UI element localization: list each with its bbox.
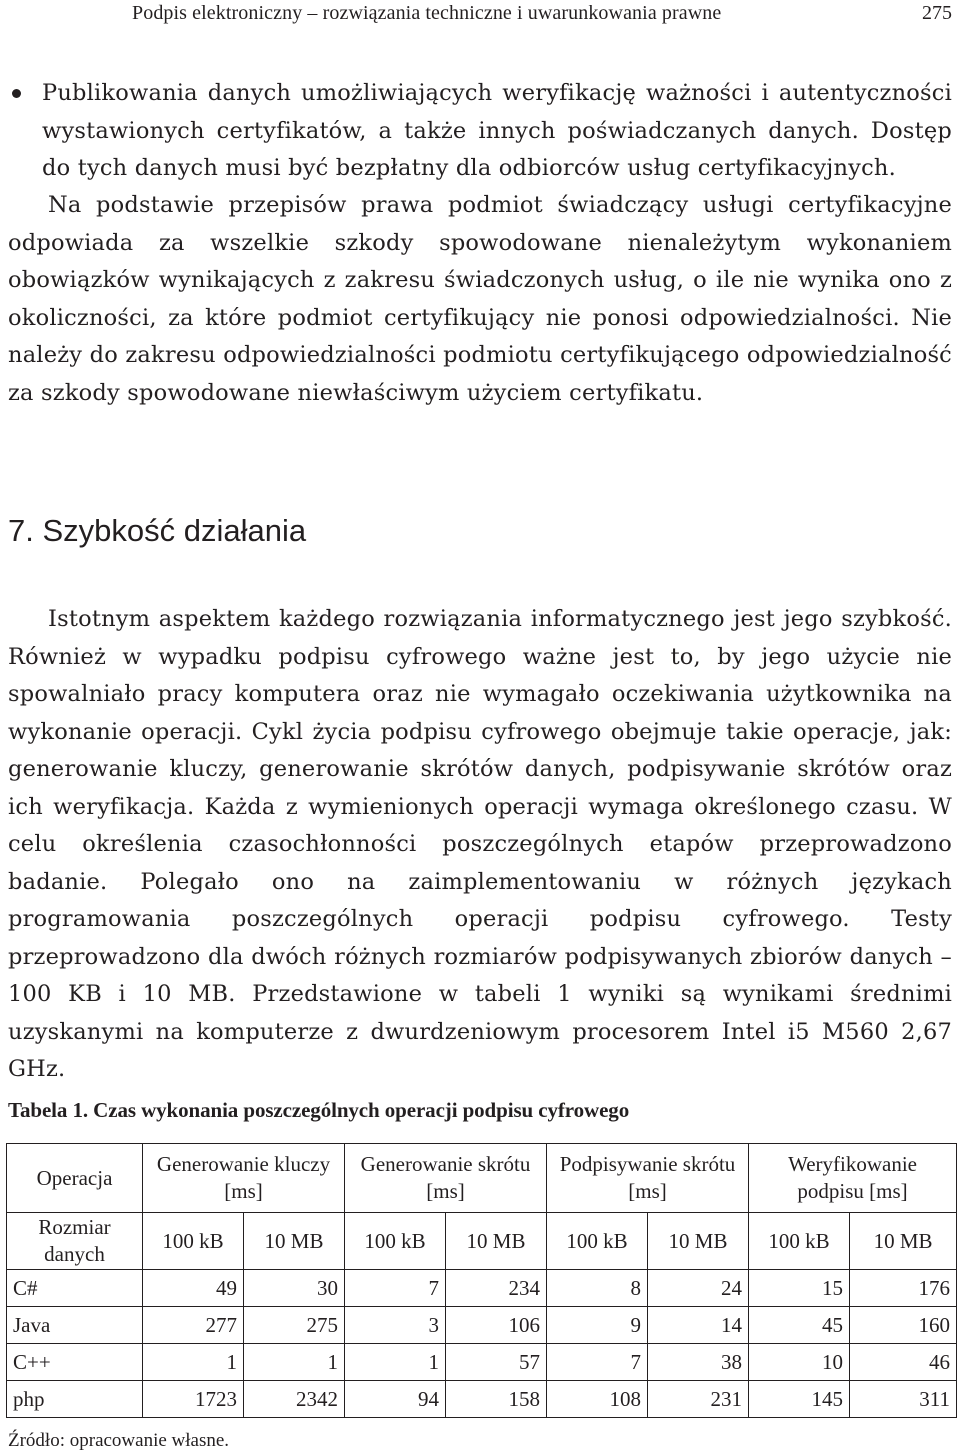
table-cell: 10 — [749, 1344, 850, 1381]
column-header-hash-generation: Generowanie skrótu [ms] — [345, 1144, 547, 1213]
table-cell: 106 — [446, 1307, 547, 1344]
size-label: 10 MB — [648, 1213, 749, 1270]
table-cell: 275 — [244, 1307, 345, 1344]
table-cell: 2342 — [244, 1381, 345, 1418]
table-cell: 45 — [749, 1307, 850, 1344]
section-heading: 7. Szybkość działania — [8, 513, 307, 548]
running-title: Podpis elektroniczny – rozwiązania techniczne i uwarunkowania prawne — [132, 2, 722, 24]
table-cell: 14 — [648, 1307, 749, 1344]
size-label: 100 kB — [547, 1213, 648, 1270]
table-cell: 3 — [345, 1307, 446, 1344]
table-caption: Tabela 1. Czas wykonania poszczególnych operacji podpisu cyfrowego — [8, 1098, 630, 1122]
bullet-list — [8, 75, 952, 188]
table-cell: 158 — [446, 1381, 547, 1418]
page-header — [0, 0, 960, 28]
table-cell: 231 — [648, 1381, 749, 1418]
table-cell: 1723 — [143, 1381, 244, 1418]
row-label: C++ — [7, 1344, 143, 1381]
size-label: 100 kB — [749, 1213, 850, 1270]
size-label: 100 kB — [345, 1213, 446, 1270]
table-cell: 15 — [749, 1270, 850, 1307]
bullet-icon — [12, 89, 21, 98]
paragraph-liability: Na podstawie przepisów prawa podmiot świadczący usługi certyfikacyjne odpowiada za wszelkie szkody spowodowane nienależytym wykonaniem obowiązków wynikających z zakresu świadczonych usług, o ile nie wynika ono z okoliczności, za które podmiot certyfikujący nie ponosi odpowiedzialności. Nie należy do zakresu odpowiedzialności podmiotu certyfikującego odpowiedzialność za szkody spowodowane niewłaściwym użyciem certyfikatu. — [8, 192, 952, 406]
table-cell: 1 — [345, 1344, 446, 1381]
table-cell: 311 — [850, 1381, 957, 1418]
paragraph-performance: Istotnym aspektem każdego rozwiązania informatycznego jest jego szybkość. Również w wypadku podpisu cyfrowego ważne jest to, by jego użycie nie spowalniało pracy komputera oraz nie wymagało oczekiwania użytkownika na wykonanie operacji. Cykl życia podpisu cyfrowego obejmuje takie operacje, jak: generowanie kluczy, generowanie skrótów danych, podpisywanie skrótów oraz ich weryfikacja. Każda z wymienionych operacji wymaga określonego czasu. W celu określenia czasochłonności poszczególnych etapów przeprowadzono badanie. Polegało ono na zaimplementowaniu w różnych językach programowania poszczególnych operacji podpisu cyfrowego. Testy przeprowadzono dla dwóch różnych rozmiarów podpisywanych zbiorów danych – 100 KB i 10 MB. Przedstawione w tabeli 1 wyniki są wynikami średnimi uzyskanymi na komputerze z dwurdzeniowym procesorem Intel i5 M560 2,67 GHz. — [8, 606, 952, 1082]
page-number: 275 — [922, 2, 952, 24]
table-cell: 49 — [143, 1270, 244, 1307]
row-header-data-size: Rozmiar danych — [7, 1213, 143, 1270]
table-cell: 277 — [143, 1307, 244, 1344]
table-cell: 46 — [850, 1344, 957, 1381]
column-header-operation: Operacja — [7, 1144, 143, 1213]
row-label: C# — [7, 1270, 143, 1307]
table-cell: 94 — [345, 1381, 446, 1418]
table-cell: 176 — [850, 1270, 957, 1307]
size-label: 10 MB — [446, 1213, 547, 1270]
table-cell: 57 — [446, 1344, 547, 1381]
table-cell: 234 — [446, 1270, 547, 1307]
bullet-text: Publikowania danych umożliwiających weryfikację ważności i autentyczności wystawionych certyfikatów, a także innych poświadczanych danych. Dostęp do tych danych musi być bezpłatny dla odbiorców usług certyfikacyjnych. — [42, 80, 952, 181]
table-cell: 7 — [345, 1270, 446, 1307]
table-cell: 9 — [547, 1307, 648, 1344]
table-cell: 30 — [244, 1270, 345, 1307]
table-cell: 108 — [547, 1381, 648, 1418]
size-label: 10 MB — [850, 1213, 957, 1270]
results-table — [6, 1143, 957, 1418]
table-cell: 24 — [648, 1270, 749, 1307]
table-row — [7, 1344, 957, 1381]
size-label: 10 MB — [244, 1213, 345, 1270]
table-cell: 1 — [244, 1344, 345, 1381]
size-label: 100 kB — [143, 1213, 244, 1270]
table-cell: 145 — [749, 1381, 850, 1418]
row-label: php — [7, 1381, 143, 1418]
table-row — [7, 1381, 957, 1418]
table-size-row — [7, 1213, 957, 1270]
table-header-row — [7, 1144, 957, 1213]
row-label: Java — [7, 1307, 143, 1344]
table-row — [7, 1270, 957, 1307]
column-header-hash-signing: Podpisywanie skrótu [ms] — [547, 1144, 749, 1213]
table-source-note: Źródło: opracowanie własne. — [8, 1430, 230, 1451]
table-cell: 7 — [547, 1344, 648, 1381]
list-item — [8, 75, 952, 188]
column-header-signature-verification: Weryfikowanie podpisu [ms] — [749, 1144, 957, 1213]
table-cell: 38 — [648, 1344, 749, 1381]
table-row — [7, 1307, 957, 1344]
table-cell: 8 — [547, 1270, 648, 1307]
table-cell: 1 — [143, 1344, 244, 1381]
table-cell: 160 — [850, 1307, 957, 1344]
column-header-key-generation: Generowanie kluczy [ms] — [143, 1144, 345, 1213]
